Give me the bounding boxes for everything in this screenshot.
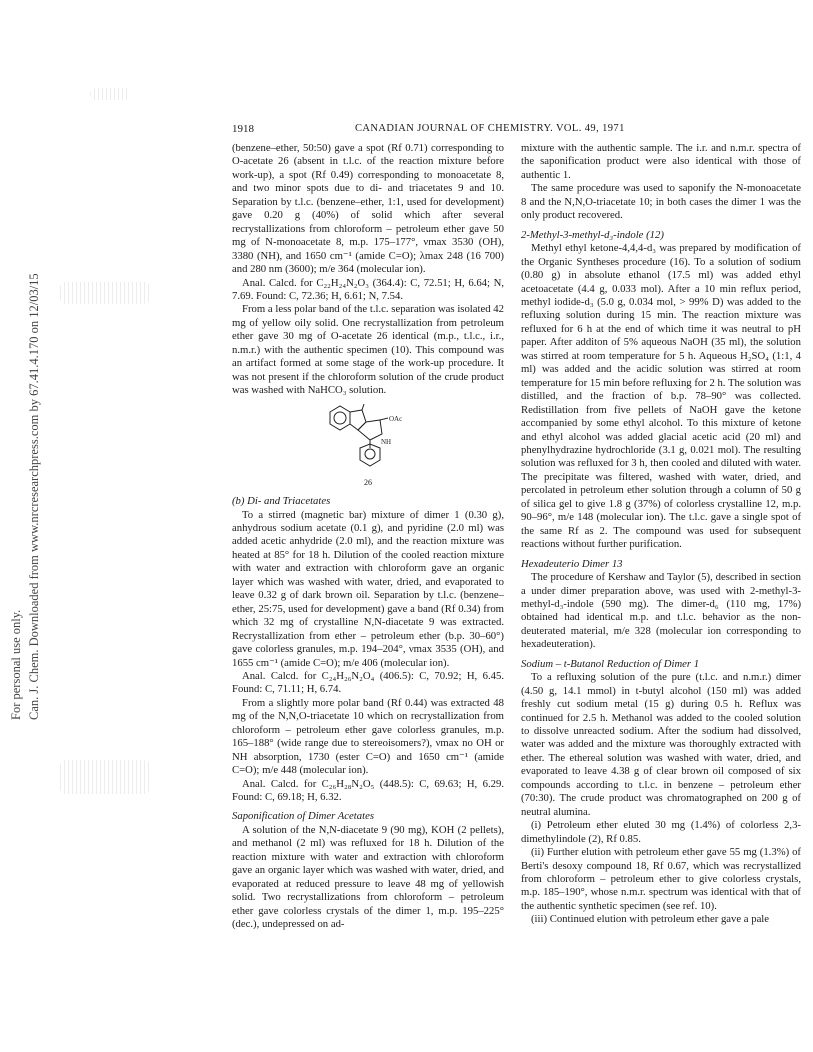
paragraph: A solution of the N,N-diacetate 9 (90 mg), KOH (2 pellets), and methanol (2 ml) was refluxed for 18 h. Dilution of the reaction mixture with water and extraction with chloroform gave an organic layer which was washed with water, dried, and evaporated at reduced pressure to leave 48 mg of yellowish solid. Two recrystallizations from chloroform – petroleum ether gave colorless crystals of the dimer 1, m.p. 195–225° (dec.), undepressed on ad- bbox=[232, 823, 504, 931]
right-column bbox=[521, 142, 801, 927]
figure-label: 26 bbox=[364, 477, 372, 487]
download-watermark bbox=[6, 160, 44, 720]
paragraph: Anal. Calcd. for C₂₆H₂₈N₂O₅ (448.5): C, 69.63; H, 6.29. Found: C, 69.18; H, 6.32. bbox=[232, 777, 504, 804]
paragraph: mixture with the authentic sample. The i.r. and n.m.r. spectra of the saponification product were also identical with those of authentic 1. bbox=[521, 142, 801, 181]
scan-artifact bbox=[60, 282, 150, 304]
watermark-line-1: Can. J. Chem. Downloaded from www.nrcresearchpress.com by 67.41.4.170 on 12/03/15 bbox=[27, 273, 41, 720]
aromatic-circle bbox=[334, 412, 346, 424]
benzene-ring bbox=[330, 406, 350, 430]
paragraph: (iii) Continued elution with petroleum ether gave a pale bbox=[531, 913, 770, 926]
paragraph: From a less polar band of the t.l.c. separation was isolated 42 mg of yellow oily solid. One recrystallization from petroleum ether gave 30 mg of O-acetate 26 identical (m.p., t.l.c., i.r., n.m.r.) with the authentic specimen (10). This compound was an artifact formed at some stage of the work-up procedure. It was not present if the chloroform solution of the crude product was washed with NaHCO₃ solution. bbox=[232, 303, 504, 397]
pyrrole-ring bbox=[350, 410, 366, 430]
paragraph: (benzene–ether, 50:50) gave a spot (Rf 0.71) corresponding to O-acetate 26 (absent in t.l.c. of the reaction mixture before work-up), a spot (Rf 0.49) corresponding to monoacetate 8, and two minor spots due to di- and triacetates 9 and 10. Separation by t.l.c. (benzene–ether, 1:1, used for development) gave 0.20 g (40%) of solid which after several recrystallizations from chloroform – petroleum ether gave 50 mg of N-monoacetate 8, m.p. 175–177°, νmax 3530 (OH), 3380 (NH), and 1650 cm⁻¹ (amide C=O); λmax 248 (16 700) and 280 nm (3600); m/e 364 (molecular ion). bbox=[232, 142, 504, 276]
left-column bbox=[232, 142, 504, 932]
paragraph: Methyl ethyl ketone-4,4,4-d₃ was prepared by modification of the Organic Syntheses procedure (16). To a solution of sodium (0.80 g) in absolute ethanol (17.5 ml) was added ethyl acetoacetate (4.4 g, 0.033 mol). After a 10 min reflux period, methyl iodide-d₃ (5.0 g, 0.034 mol, > 99% D) was added to the refluxing solution during 15 min. The reaction mixture was refluxed for 6 h at the end of which time it was neutral to pH paper. After additon of 5% aqueous NaOH (35 ml), the solution was stirred at room temperature for 5 h. Aqueous H₂SO₄ (1:1, 4 ml) was added and the acidic solution was stirred at room temperature for 15 min before refluxing for 2 h. The solution was distilled, and the fraction of b.p. 78–90° was collected. Redistillation from five pellets of NaOH gave the ketone accompanied by some ethyl alcohol. To this mixture of ketone and ethyl alcohol was added glacial acetic acid (20 ml) and phenylhydrazine hydrochloride (3.1 g, 0.021 mol). The resulting solution was refluxed for 3 h, then cooled and diluted with water. The precipitate was filtered, washed with water, dried, and percolated in petroleum ether solution through a column of 50 g of silica gel to give 1.8 g (37%) of colorless crystalline 12, m.p. 90–96°, m/e 148 (molecular ion). The t.l.c. gave a single spot of the same Rf as 2. The compound was used for subsequent reactions without further purification. bbox=[521, 242, 801, 551]
section-heading: Saponification of Dimer Acetates bbox=[232, 810, 374, 823]
running-head: CANADIAN JOURNAL OF CHEMISTRY. VOL. 49, 1971 bbox=[355, 123, 625, 134]
section-heading: (b) Di- and Triacetates bbox=[232, 495, 331, 508]
oac-bond bbox=[380, 418, 388, 420]
paragraph: Anal. Calcd. for C₂₄H₂₆N₂O₄ (406.5): C, 70.92; H, 6.45. Found: C, 71.11; H, 6.74. bbox=[232, 669, 504, 696]
scan-artifact bbox=[60, 760, 150, 794]
paragraph: The same procedure was used to saponify the N-monoacetate 8 and the N,N,O-triacetate 10; in both cases the dimer 1 was the only product recovered. bbox=[521, 182, 801, 222]
section-heading: Sodium – t-Butanol Reduction of Dimer 1 bbox=[521, 657, 700, 670]
paragraph: Anal. Calcd. for C₂₂H₂₄N₂O₃ (364.4): C, 72.51; H, 6.64; N, 7.69. Found: C, 72.36; H, 6.61; N, 7.54. bbox=[232, 276, 504, 302]
paragraph: (i) Petroleum ether eluted 30 mg (1.4%) of colorless 2,3-dimethylindole (2), Rf 0.85. bbox=[521, 819, 801, 845]
watermark-line-2: For personal use only. bbox=[9, 609, 23, 720]
paragraph: The procedure of Kershaw and Taylor (5), described in section a under dimer preparation above, was used with 2-methyl-3-methyl-d₃-indole (590 mg). The dimer-d₆ (110 mg, 17%) obtained had identical m.p. and t.l.c. behavior as the non-deuterated material, m/e 328 (molecular ion corresponding to hexadeuteration). bbox=[521, 571, 801, 651]
section-heading: 2-Methyl-3-methyl-d₃-indole (12) bbox=[521, 228, 664, 241]
chemical-structure-drawing bbox=[308, 404, 428, 474]
paragraph: To a refluxing solution of the pure (t.l.c. and n.m.r.) dimer (4.50 g, 14.1 mmol) in t-butyl alcohol (150 ml) was added freshly cut sodium metal (15 g) during 0.5 h. Reflux was continued for 2.5 h. Methanol was added to the cooled solution to dissolve unreacted sodium. After the sodium had dissolved, water was added and the mixture was thoroughly extracted with ether. The ethereal solution was washed with water, dried, and evaporated to leave 4.38 g of clear brown oil composed of six compounds according to t.l.c. in benzene – petroleum ether (70:30). The crude product was chromatographed on 200 g of neutral alumina. bbox=[521, 671, 801, 818]
substituent-oac: OAc bbox=[389, 414, 403, 423]
paragraph: (ii) Further elution with petroleum ether gave 55 mg (1.3%) of Berti's desoxy compound 18, Rf 0.67, which was recrystallized from chloroform – petroleum ether to give colorless crystals, m.p. 185–190°, whose n.m.r. spectrum was identical with that of the authentic synthetic specimen (see ref. 10). bbox=[521, 846, 801, 912]
paragraph: From a slightly more polar band (Rf 0.44) was extracted 48 mg of the N,N,O-triacetate 10 which on recrystallization from chloroform – petroleum ether gave colorless granules, m.p. 165–188° (wide range due to stereoisomers?), νmax no OH or NH absorption, 1730 (ester C=O) and 1650 cm⁻¹ (amide C=O); m/e 448 (molecular ion). bbox=[232, 696, 504, 777]
fused-ring bbox=[358, 420, 382, 440]
section-heading: Hexadeuterio Dimer 13 bbox=[521, 557, 623, 570]
aromatic-circle bbox=[365, 449, 375, 459]
methyl-bond bbox=[362, 404, 364, 410]
paragraph: To a stirred (magnetic bar) mixture of dimer 1 (0.30 g), anhydrous sodium acetate (0.1 g), and pyridine (2.0 ml) was added acetic anhydride (2.0 ml), and the reaction mixture was heated at 85° for 18 h. Dilution of the cooled reaction mixture with water and extraction with chloroform gave an organic layer which was washed with water, dried, and evaporated to leave 0.32 g of dark brown oil. Separation by t.l.c. (benzene–ether, 25:75, used for development) gave a band (Rf 0.34) from which 32 mg of crystalline N,N-diacetate 9 was extracted. Recrystallization from ether – petroleum ether (b.p. 30–60°) gave colorless granules, m.p. 194–204°, νmax 3535 (OH), and 1655 cm⁻¹ (amide C=O); m/e 406 (molecular ion). bbox=[232, 508, 504, 669]
scan-artifact bbox=[90, 88, 130, 100]
structure-figure-26 bbox=[232, 404, 504, 489]
page-number: 1918 bbox=[232, 123, 254, 135]
substituent-nh: NH bbox=[381, 437, 392, 446]
